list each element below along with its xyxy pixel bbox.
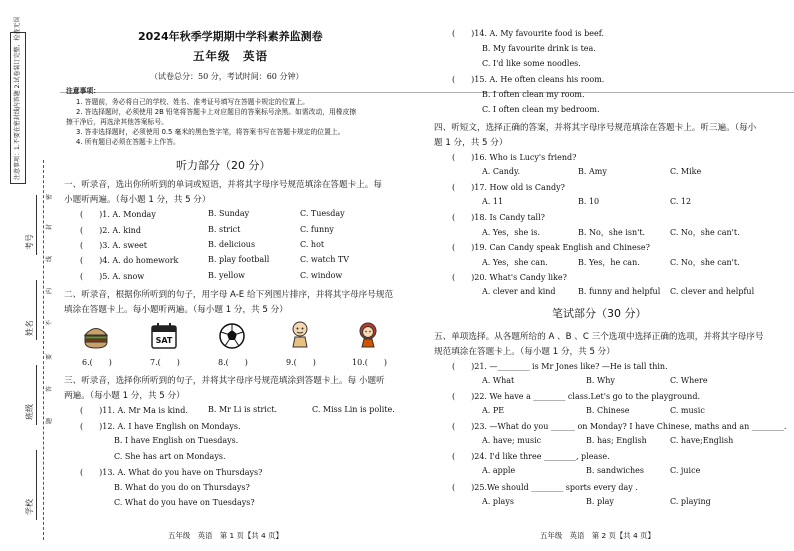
q12-c: C. She has art on Mondays. <box>114 452 226 461</box>
seal-char-4: 内 <box>46 287 53 294</box>
seal-char-8: 题 <box>46 417 53 424</box>
q2-c: C. funny <box>300 225 334 234</box>
q4-c: C. watch TV <box>300 255 350 264</box>
blank-9: 9.( ) <box>286 358 316 367</box>
q3-a: ( )3. A. sweet <box>80 241 147 250</box>
q13-a: ( )13. A. What do you have on Thursdays? <box>80 468 263 477</box>
q16-c: C. Mike <box>670 167 702 176</box>
q23: ( )23. —What do you ______ on Monday? I have Chinese, maths and an ________. <box>452 422 787 431</box>
girl-icon <box>354 320 382 348</box>
q16: ( )16. Who is Lucy's friend? <box>452 153 577 162</box>
q22-c: C. music <box>670 406 705 415</box>
binding-instructions: 注意事项：1.不要在密封线内答题 2.试卷装订完整，检查无误 <box>14 16 21 180</box>
grade-subject: 五年级 英语 <box>193 49 268 63</box>
q17-a: A. 11 <box>482 197 504 206</box>
q24: ( )24. I'd like three ________, please. <box>452 452 610 461</box>
notes-title: 注意事项： <box>66 87 100 95</box>
q17: ( )17. How old is Candy? <box>452 183 565 192</box>
label-class: 班级 <box>25 404 34 420</box>
section2-heading-cont: 填涂在答题卡上。每小题听两遍。（每小题 1 分，共 5 分） <box>64 305 288 315</box>
q22: ( )22. We have a ________ class.Let's go to the playground. <box>452 392 700 401</box>
q16-b: B. Amy <box>578 167 607 176</box>
exam-title: 2024年秋季学期期中学科素养监测卷 <box>138 30 323 43</box>
blank-10: 10.( ) <box>352 358 387 367</box>
seal-char-7: 答 <box>46 385 53 392</box>
q15-b: B. I often clean my room. <box>482 90 585 99</box>
q20: ( )20. What's Candy like? <box>452 273 567 282</box>
q2-b: B. strict <box>208 225 241 234</box>
section1-heading: 一、听录音，选出你所听到的单词或短语，并将其字母序号规范填涂在答题卡上。每 <box>64 180 382 190</box>
q20-a: A. clever and kind <box>482 287 556 296</box>
q14-b: B. My favourite drink is tea. <box>482 44 596 53</box>
blank-8: 8.( ) <box>218 358 248 367</box>
q18-c: C. No，she can't. <box>670 228 740 237</box>
seal-char-2: 封 <box>46 223 53 230</box>
note-4: 4. 所有题目必须在答题卡上作答。 <box>76 138 180 146</box>
q25-a: A. plays <box>482 497 514 506</box>
scan-artifact-line <box>60 92 794 93</box>
child-icon <box>286 320 314 348</box>
note-1: 1. 答题前，务必将自己的学校、姓名、准考证号填写在答题卡规定的位置上。 <box>76 98 309 106</box>
blank-7: 7.( ) <box>150 358 180 367</box>
note-3: 3. 答非选择题时，必须使用 0.5 毫米的黑色签字笔，将答案书写在答题卡规定的位置上。 <box>76 128 345 136</box>
calendar-sat-icon <box>150 322 178 350</box>
underline-exam-number <box>36 195 37 255</box>
q1-c: C. Tuesday <box>300 209 345 218</box>
q16-a: A. Candy. <box>482 167 521 176</box>
section3-heading-cont: 两遍。（每小题 1 分，共 5 分） <box>64 391 185 401</box>
q1-a: ( )1. A. Monday <box>80 210 156 219</box>
page2-footer: 五年级 英语 第 2 页【共 4 页】 <box>540 531 655 540</box>
q23-c: C. have;English <box>670 436 734 445</box>
page1-footer: 五年级 英语 第 1 页【共 4 页】 <box>168 531 283 540</box>
q21-c: C. Where <box>670 376 708 385</box>
q25: ( )25.We should ________ sports every day . <box>452 483 638 492</box>
seal-char-1: 密 <box>46 193 53 200</box>
q19-c: C. No，she can't. <box>670 258 740 267</box>
label-name: 姓名 <box>25 320 34 336</box>
q14-a: ( )14. A. My favourite food is beef. <box>452 29 604 38</box>
label-school: 学校 <box>25 499 34 515</box>
q25-c: C. playing <box>670 497 711 506</box>
seal-char-6: 要 <box>46 353 53 360</box>
q18-a: A. Yes，she is. <box>482 228 541 237</box>
section5-heading: 五、单项选择。从各题所给的 A 、B 、C 三个选项中选择正确的选项，并将其字母序号 <box>434 332 764 342</box>
q11-c: C. Miss Lin is polite. <box>312 405 395 414</box>
section2-heading: 二、听录音，根据你所听到的句子，用字母 A-E 给下列图片排序，并将其字母序号规范 <box>64 290 394 300</box>
q24-a: A. apple <box>482 466 516 475</box>
q19-a: A. Yes，she can. <box>482 258 548 267</box>
q4-b: B. play football <box>208 255 270 264</box>
q22-a: A. PE <box>482 406 505 415</box>
q23-b: B. has; English <box>586 436 647 445</box>
section5-heading-cont: 规范填涂在答题卡上。（每小题 1 分，共 5 分） <box>434 347 615 357</box>
q18-b: B. No，she isn't. <box>578 228 646 237</box>
q17-b: B. 10 <box>578 197 600 206</box>
binding-strip <box>0 0 66 551</box>
q20-b: B. funny and helpful <box>578 287 661 296</box>
note-2-cont: 擦干净后，再选涂其他答案标号。 <box>66 118 168 126</box>
seal-char-5: 不 <box>46 319 53 326</box>
q3-c: C. hot <box>300 240 325 249</box>
calendar-text: SAT <box>155 336 173 345</box>
q20-c: C. clever and helpful <box>670 287 755 296</box>
q18: ( )18. Is Candy tall? <box>452 213 545 222</box>
q21: ( )21. —________ is Mr Jones like? —He is tall thin. <box>452 362 668 371</box>
q24-c: C. juice <box>670 466 701 475</box>
q21-a: A. What <box>482 376 515 385</box>
listening-section-title: 听力部分（20 分） <box>176 159 271 172</box>
q24-b: B. sandwiches <box>586 466 644 475</box>
writing-section-title: 笔试部分（30 分） <box>552 307 647 320</box>
q3-b: B. delicious <box>208 240 256 249</box>
q19-b: B. Yes，he can. <box>578 258 640 267</box>
q11-a: ( )11. A. Mr Ma is kind. <box>80 406 188 415</box>
section4-heading: 四、听短文，选择正确的答案，并将其字母序号规范填涂在答题卡上。听三遍。（每小 <box>434 123 757 133</box>
q14-c: C. I'd like some noodles. <box>482 59 581 68</box>
q2-a: ( )2. A. kind <box>80 226 141 235</box>
seal-char-3: 线 <box>46 255 53 262</box>
football-icon <box>218 322 246 350</box>
underline-school <box>36 450 37 520</box>
section4-heading-cont: 题 1 分，共 5 分） <box>434 138 508 148</box>
q1-b: B. Sunday <box>208 209 250 218</box>
q15-c: C. I often clean my bedroom. <box>482 105 600 114</box>
q13-c: C. What do you have on Tuesdays? <box>114 498 255 507</box>
q4-a: ( )4. A. do homework <box>80 256 179 265</box>
q13-b: B. What do you do on Thursdays? <box>114 483 250 492</box>
hamburger-icon <box>82 322 110 350</box>
blank-6: 6.( ) <box>82 358 112 367</box>
q21-b: B. Why <box>586 376 615 385</box>
q22-b: B. Chinese <box>586 406 630 415</box>
section1-heading-cont: 小题听两遍。（每小题 1 分，共 5 分） <box>64 195 211 205</box>
q5-a: ( )5. A. snow <box>80 272 145 281</box>
q5-c: C. window <box>300 271 343 280</box>
q15-a: ( )15. A. He often cleans his room. <box>452 75 605 84</box>
q11-b: B. Mr Li is strict. <box>208 405 278 414</box>
label-exam-number: 考号 <box>25 234 34 250</box>
q23-a: A. have; music <box>482 436 542 445</box>
section3-heading: 三、听录音，选择你所听到的句子，并将其字母序号规范填涂到答题卡上。每 小题听 <box>64 376 385 386</box>
q25-b: B. play <box>586 497 614 506</box>
q5-b: B. yellow <box>208 271 245 280</box>
q12-b: B. I have English on Tuesdays. <box>114 436 239 445</box>
note-2: 2. 答选择题时，必须使用 2B 铅笔将答题卡上对应题目的答案标号涂黑。如需改动，用橡皮擦 <box>76 108 357 116</box>
score-time: （试卷总分：50 分，考试时间：60 分钟） <box>150 72 304 81</box>
q17-c: C. 12 <box>670 197 692 206</box>
underline-name <box>36 280 37 340</box>
seal-line <box>43 160 44 540</box>
q19: ( )19. Can Candy speak English and Chinese? <box>452 243 650 252</box>
underline-class <box>36 365 37 425</box>
q12-a: ( )12. A. I have English on Mondays. <box>80 422 241 431</box>
